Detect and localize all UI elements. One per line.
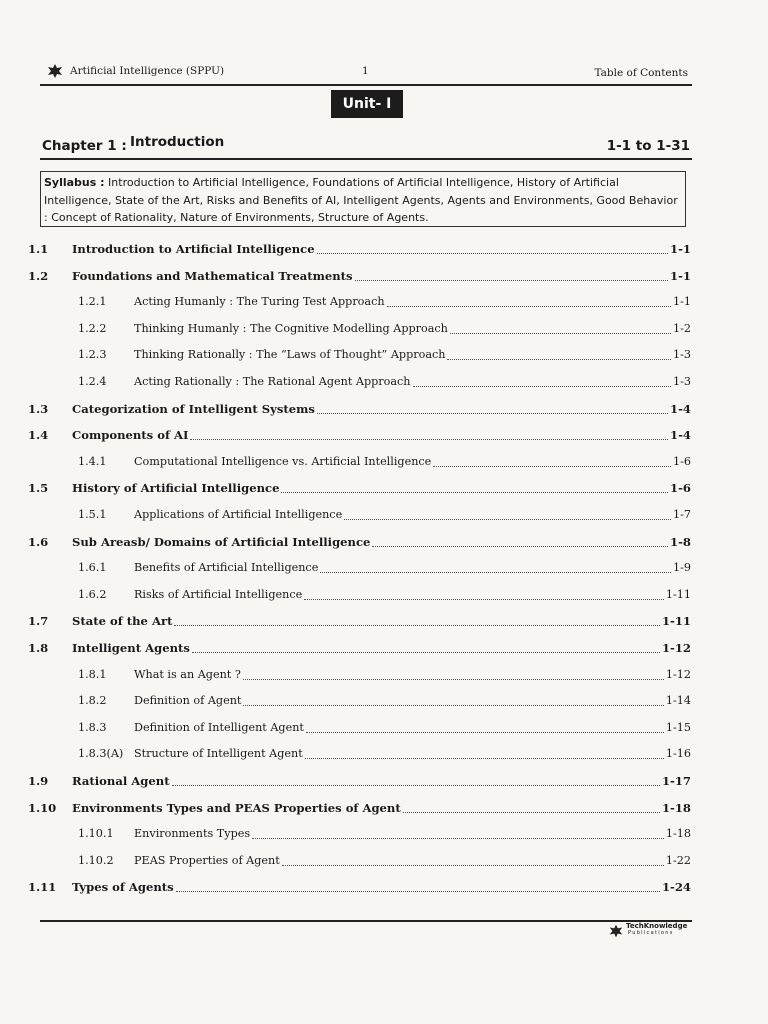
toc-number: 1.2.3 (78, 348, 107, 361)
dot-leader (243, 705, 664, 706)
toc-title: Computational Intelligence vs. Artificial Intelligence (134, 455, 432, 468)
toc-number: 1.2.2 (78, 322, 107, 335)
dot-leader (372, 546, 668, 547)
dot-leader (172, 785, 660, 786)
toc-page-number: 1-1 (672, 295, 691, 308)
toc-subsection (0, 668, 768, 688)
toc-section (0, 428, 768, 448)
toc-subsection (0, 827, 768, 847)
toc-number: 1.8.3 (78, 721, 107, 734)
toc-page-number: 1-4 (670, 402, 691, 416)
toc-section (0, 269, 768, 289)
toc-number: 1.9 (28, 774, 49, 788)
toc-page-number: 1-1 (670, 269, 691, 283)
publisher-logo-icon (608, 924, 624, 938)
toc-number: 1.4 (28, 428, 49, 442)
toc-page-number: 1-6 (672, 455, 691, 468)
dot-leader (190, 439, 668, 440)
toc-title: Environments Types and PEAS Properties of Agent (72, 801, 401, 815)
toc-section (0, 801, 768, 821)
toc-title: Categorization of Intelligent Systems (72, 402, 315, 416)
toc-section (0, 614, 768, 634)
toc-title: Sub Areasb/ Domains of Artificial Intelligence (72, 535, 371, 549)
syllabus-box (40, 171, 686, 227)
footer-rule (40, 920, 692, 922)
dot-leader (305, 758, 664, 759)
toc-number: 1.11 (28, 880, 57, 894)
toc-number: 1.7 (28, 614, 49, 628)
toc-subsection (0, 322, 768, 342)
dot-leader (306, 732, 664, 733)
toc-page-number: 1-9 (672, 561, 691, 574)
toc-title: Thinking Humanly : The Cognitive Modelling Approach (134, 322, 448, 335)
header-rule (40, 84, 692, 86)
toc-title: Rational Agent (72, 774, 170, 788)
toc-subsection (0, 508, 768, 528)
toc-number: 1.8.3(A) (78, 747, 124, 760)
chapter-title: Introduction (130, 134, 225, 150)
section-label: Table of Contents (594, 67, 688, 79)
toc-title: Thinking Rationally : The “Laws of Thought” Approach (134, 348, 446, 361)
toc-page-number: 1-14 (665, 694, 691, 707)
toc-section (0, 402, 768, 422)
dot-leader (304, 599, 664, 600)
dot-leader (355, 280, 668, 281)
toc-page-number: 1-15 (665, 721, 691, 734)
toc-title: Environments Types (134, 827, 251, 840)
toc-title: Risks of Artificial Intelligence (134, 588, 303, 601)
toc-title: Structure of Intelligent Agent (134, 747, 303, 760)
toc-number: 1.4.1 (78, 455, 107, 468)
toc-subsection (0, 295, 768, 315)
running-header (40, 62, 690, 82)
toc-page-number: 1-3 (672, 348, 691, 361)
dot-leader (450, 333, 671, 334)
dot-leader (387, 306, 671, 307)
toc-page-number: 1-22 (665, 854, 691, 867)
chapter-heading (40, 134, 692, 156)
toc-title: PEAS Properties of Agent (134, 854, 280, 867)
toc-title: Components of AI (72, 428, 189, 442)
toc-number: 1.6 (28, 535, 49, 549)
dot-leader (433, 466, 671, 467)
toc-page-number: 1-12 (665, 668, 691, 681)
toc-subsection (0, 588, 768, 608)
toc-page-number: 1-18 (665, 827, 691, 840)
toc-number: 1.6.2 (78, 588, 107, 601)
dot-leader (192, 652, 660, 653)
toc-number: 1.2.4 (78, 375, 107, 388)
toc-number: 1.8 (28, 641, 49, 655)
book-title: Artificial Intelligence (SPPU) (70, 65, 225, 77)
toc-number: 1.5.1 (78, 508, 107, 521)
toc-number: 1.6.1 (78, 561, 107, 574)
unit-label: Unit- I (331, 90, 403, 118)
toc-page-number: 1-11 (661, 614, 691, 628)
toc-page-number: 1-7 (672, 508, 691, 521)
toc-page-number: 1-11 (665, 588, 691, 601)
toc-page-number: 1-8 (670, 535, 691, 549)
toc-title: State of the Art (72, 614, 173, 628)
dot-leader (447, 359, 671, 360)
publisher-logo-icon (46, 64, 64, 78)
toc-title: Benefits of Artificial Intelligence (134, 561, 319, 574)
toc-section (0, 481, 768, 501)
toc-number: 1.2.1 (78, 295, 107, 308)
toc-title: Intelligent Agents (72, 641, 190, 655)
toc-section (0, 880, 768, 900)
toc-section (0, 535, 768, 555)
toc-page-number: 1-3 (672, 375, 691, 388)
toc-section (0, 641, 768, 661)
dot-leader (176, 891, 660, 892)
toc-page-number: 1-6 (670, 481, 691, 495)
toc-title: Definition of Intelligent Agent (134, 721, 304, 734)
toc-number: 1.2 (28, 269, 49, 283)
toc-page-number: 1-16 (665, 747, 691, 760)
toc-number: 1.3 (28, 402, 49, 416)
toc-page-number: 1-1 (670, 242, 691, 256)
toc-number: 1.10.1 (78, 827, 114, 840)
toc-page-number: 1-12 (661, 641, 691, 655)
toc-number: 1.10.2 (78, 854, 114, 867)
toc-title: Acting Humanly : The Turing Test Approach (134, 295, 385, 308)
publisher-sub: Publications (628, 930, 674, 936)
dot-leader (243, 679, 664, 680)
toc-title: What is an Agent ? (134, 668, 241, 681)
toc-subsection (0, 348, 768, 368)
toc-subsection (0, 561, 768, 581)
toc-number: 1.8.2 (78, 694, 107, 707)
toc-subsection (0, 854, 768, 874)
toc-subsection (0, 455, 768, 475)
toc-page-number: 1-4 (670, 428, 691, 442)
dot-leader (281, 492, 668, 493)
toc-number: 1.5 (28, 481, 49, 495)
toc-title: Applications of Artificial Intelligence (134, 508, 343, 521)
toc-subsection (0, 694, 768, 714)
chapter-page-range: 1-1 to 1-31 (606, 138, 690, 154)
syllabus-text: Introduction to Artificial Intelligence, Foundations of Artificial Intelligence, History of Artificial Intelligence, State of the Art, Risks and Benefits of AI, Intelligent Agents, Agents and Environments, Good Behavior : Concept of Rationality, Nature of Environments, Structure of Agents. (44, 176, 678, 224)
dot-leader (252, 838, 664, 839)
chapter-label: Chapter 1 : (42, 138, 127, 154)
footer-publisher (608, 922, 688, 940)
publisher-name: TechKnowledge (626, 922, 688, 930)
toc-page-number: 1-24 (661, 880, 691, 894)
dot-leader (344, 519, 671, 520)
toc-number: 1.8.1 (78, 668, 107, 681)
toc-title: Definition of Agent (134, 694, 242, 707)
syllabus-label: Syllabus : (44, 176, 105, 189)
dot-leader (403, 812, 660, 813)
dot-leader (413, 386, 671, 387)
dot-leader (320, 572, 671, 573)
toc-title: Types of Agents (72, 880, 174, 894)
toc-number: 1.1 (28, 242, 49, 256)
toc-title: Foundations and Mathematical Treatments (72, 269, 353, 283)
dot-leader (317, 253, 668, 254)
toc-subsection (0, 721, 768, 741)
toc-section (0, 242, 768, 262)
toc-title: History of Artificial Intelligence (72, 481, 280, 495)
toc-page-number: 1-18 (661, 801, 691, 815)
toc-number: 1.10 (28, 801, 57, 815)
page-number: 1 (362, 65, 369, 77)
toc-subsection (0, 747, 768, 767)
toc-title: Acting Rationally : The Rational Agent Approach (134, 375, 411, 388)
toc-subsection (0, 375, 768, 395)
chapter-rule (40, 158, 692, 160)
toc-section (0, 774, 768, 794)
toc-title: Introduction to Artificial Intelligence (72, 242, 315, 256)
toc-page-number: 1-2 (672, 322, 691, 335)
dot-leader (317, 413, 668, 414)
toc-page-number: 1-17 (661, 774, 691, 788)
dot-leader (282, 865, 664, 866)
dot-leader (174, 625, 660, 626)
